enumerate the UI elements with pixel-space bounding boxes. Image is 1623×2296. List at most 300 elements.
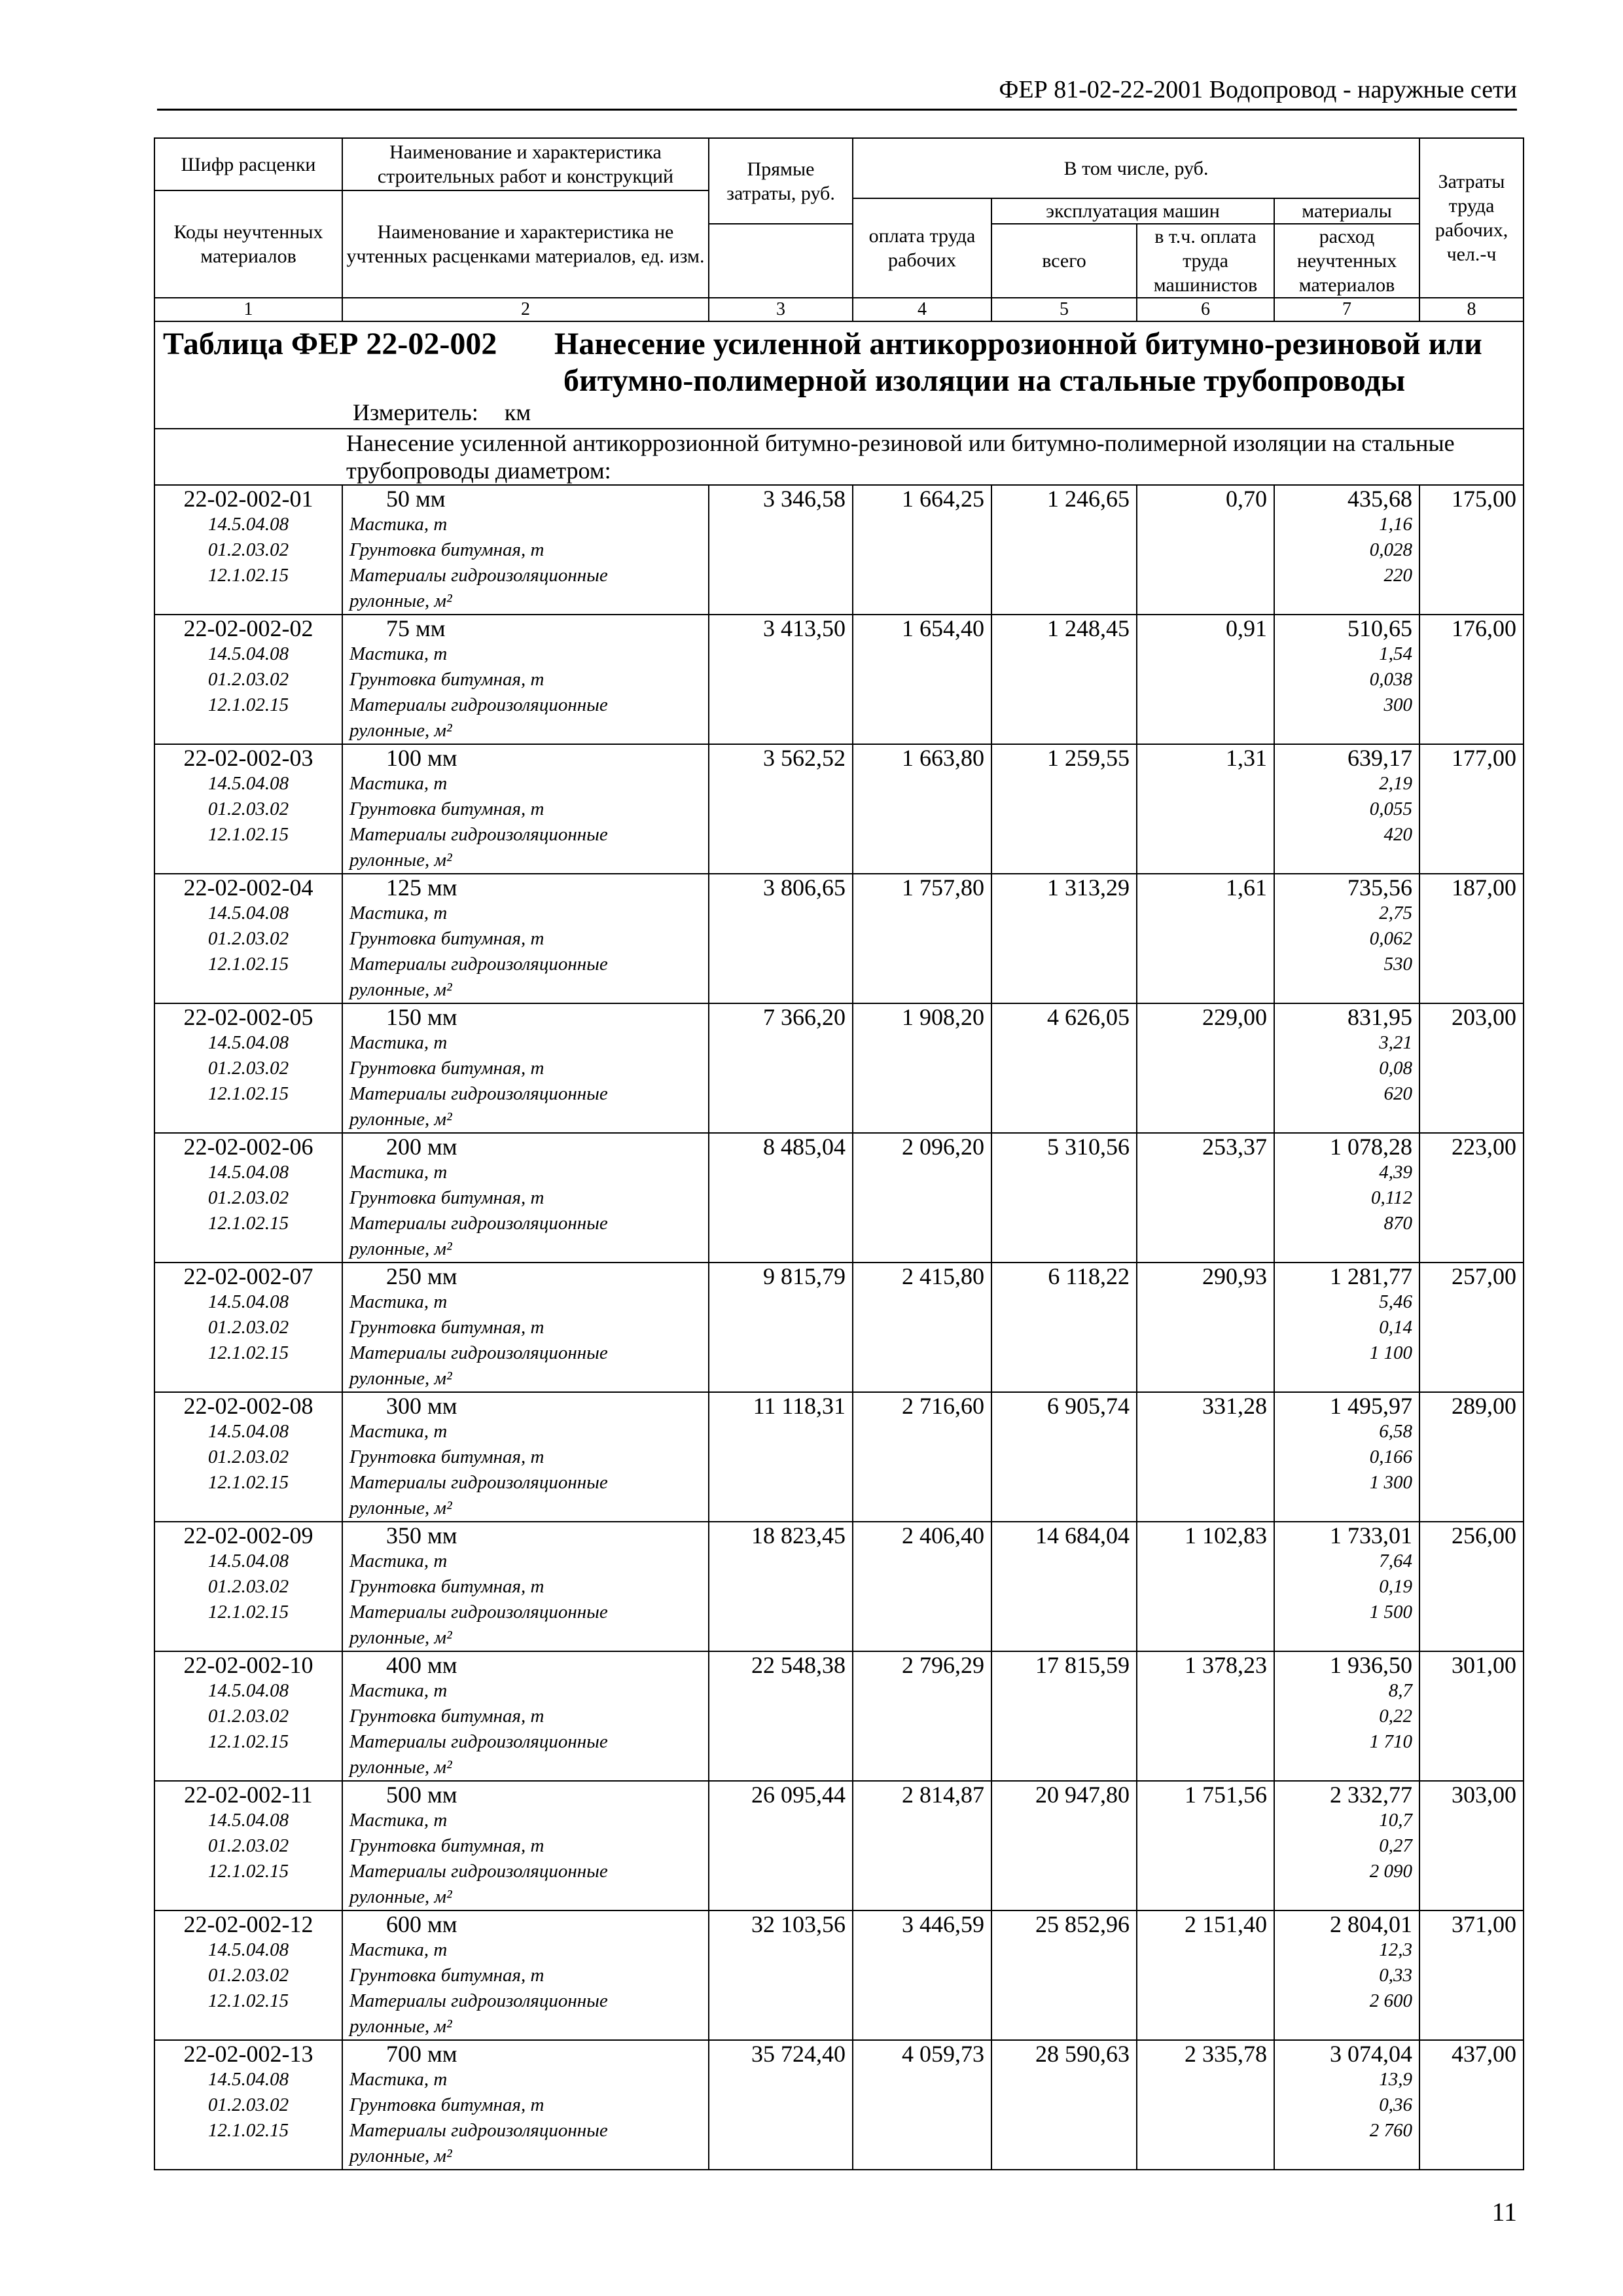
operators-pay: 1,61 — [1137, 874, 1274, 1003]
labor-pay: 1 664,25 — [853, 485, 991, 615]
section-heading-line: трубопроводы диаметром: — [346, 457, 611, 484]
material-name: Материалы гидроизоляционные — [349, 565, 608, 586]
pipe-diameter: 250 мм — [386, 1263, 457, 1289]
operators-pay: 229,00 — [1137, 1003, 1274, 1133]
direct-costs: 35 724,40 — [709, 2040, 853, 2170]
material-name-cont: рулонные, м² — [349, 1238, 452, 1259]
rate-code-cell — [154, 1522, 342, 1651]
material-name: Мастика, т — [349, 2069, 448, 2090]
meter-line — [163, 399, 1515, 425]
rate-code-cell — [154, 615, 342, 744]
labor-pay: 4 059,73 — [853, 2040, 991, 2170]
rate-code: 22-02-002-02 — [183, 615, 313, 641]
machines-total: 25 852,96 — [991, 1910, 1137, 2040]
material-name: Грунтовка битумная, т — [349, 1576, 544, 1597]
material-quantity: 0,038 — [1369, 669, 1413, 690]
column-number: 7 — [1274, 298, 1419, 321]
material-name: Грунтовка битумная, т — [349, 1317, 544, 1338]
direct-costs: 8 485,04 — [709, 1133, 853, 1263]
section-heading-line: Нанесение усиленной антикоррозионной битумно-резиновой или битумно-полимерной изоляции на стальные — [346, 430, 1455, 456]
machines-total: 5 310,56 — [991, 1133, 1137, 1263]
material-code: 14.5.04.08 — [207, 1551, 289, 1571]
table-row — [154, 485, 1524, 615]
material-name: Мастика, т — [349, 773, 448, 794]
rate-code: 22-02-002-10 — [183, 1652, 313, 1678]
material-name: Материалы гидроизоляционные — [349, 1990, 608, 2011]
machines-total: 6 905,74 — [991, 1392, 1137, 1522]
work-name-cell — [342, 1910, 709, 2040]
labor-hours: 301,00 — [1419, 1651, 1524, 1781]
material-code: 12.1.02.15 — [207, 1731, 289, 1752]
material-quantity: 420 — [1383, 824, 1413, 845]
material-name: Материалы гидроизоляционные — [349, 824, 608, 845]
work-name-cell — [342, 1522, 709, 1651]
direct-costs: 3 413,50 — [709, 615, 853, 744]
header-labor-pay: оплата труда рабочих — [853, 198, 991, 298]
machines-total: 1 313,29 — [991, 874, 1137, 1003]
labor-hours: 256,00 — [1419, 1522, 1524, 1651]
machines-total: 20 947,80 — [991, 1781, 1137, 1910]
work-name-cell — [342, 1263, 709, 1392]
material-name-cont: рулонные, м² — [349, 2145, 452, 2166]
table-row — [154, 1522, 1524, 1651]
materials-cost: 510,65 — [1347, 615, 1413, 641]
pipe-diameter: 400 мм — [386, 1652, 457, 1678]
labor-pay: 1 654,40 — [853, 615, 991, 744]
material-name: Материалы гидроизоляционные — [349, 1083, 608, 1104]
material-name: Грунтовка битумная, т — [349, 1835, 544, 1856]
material-name-cont: рулонные, м² — [349, 979, 452, 1000]
material-name: Мастика, т — [349, 1939, 448, 1960]
material-name: Грунтовка битумная, т — [349, 1446, 544, 1467]
material-name: Грунтовка битумная, т — [349, 1706, 544, 1727]
header-machines: эксплуатация машин — [991, 198, 1274, 224]
material-code: 12.1.02.15 — [207, 954, 289, 975]
materials-cost: 1 078,28 — [1330, 1134, 1413, 1160]
materials-cost: 1 733,01 — [1330, 1522, 1413, 1549]
material-quantity: 0,14 — [1379, 1317, 1413, 1338]
header-direct-costs-cont — [709, 224, 853, 298]
materials-cell — [1274, 1392, 1419, 1522]
material-code: 12.1.02.15 — [207, 1342, 289, 1363]
material-code: 14.5.04.08 — [207, 1680, 289, 1701]
material-code: 12.1.02.15 — [207, 824, 289, 845]
material-name: Мастика, т — [349, 1291, 448, 1312]
header-materials: материалы — [1274, 198, 1419, 224]
labor-pay: 3 446,59 — [853, 1910, 991, 2040]
rate-code-cell — [154, 874, 342, 1003]
operators-pay: 1 751,56 — [1137, 1781, 1274, 1910]
material-name-cont: рулонные, м² — [349, 1109, 452, 1130]
material-code: 14.5.04.08 — [207, 1939, 289, 1960]
material-code: 01.2.03.02 — [207, 928, 289, 949]
operators-pay: 290,93 — [1137, 1263, 1274, 1392]
material-name: Материалы гидроизоляционные — [349, 2120, 608, 2141]
material-name: Грунтовка битумная, т — [349, 2094, 544, 2115]
header-including: В том числе, руб. — [853, 138, 1419, 198]
operators-pay: 1 102,83 — [1137, 1522, 1274, 1651]
table-row — [154, 874, 1524, 1003]
material-quantity: 2 090 — [1369, 1861, 1413, 1882]
materials-cost: 3 074,04 — [1330, 2041, 1413, 2067]
direct-costs: 22 548,38 — [709, 1651, 853, 1781]
header-labor-hours: Затраты труда рабочих, чел.-ч — [1419, 138, 1524, 298]
table-row — [154, 1263, 1524, 1392]
materials-cost: 1 281,77 — [1330, 1263, 1413, 1289]
material-name: Грунтовка битумная, т — [349, 1965, 544, 1986]
labor-hours: 371,00 — [1419, 1910, 1524, 2040]
header-machines-total: всего — [991, 224, 1137, 298]
direct-costs: 3 562,52 — [709, 744, 853, 874]
material-name-cont: рулонные, м² — [349, 2016, 452, 2037]
material-name: Грунтовка битумная, т — [349, 928, 544, 949]
material-name-cont: рулонные, м² — [349, 850, 452, 870]
rate-code-cell — [154, 1003, 342, 1133]
material-code: 14.5.04.08 — [207, 1810, 289, 1831]
column-number: 1 — [154, 298, 342, 321]
work-name-cell — [342, 485, 709, 615]
material-name: Мастика, т — [349, 1680, 448, 1701]
materials-cell — [1274, 2040, 1419, 2170]
material-name: Мастика, т — [349, 643, 448, 664]
table-row — [154, 744, 1524, 874]
rates-table — [154, 137, 1524, 2170]
rate-code: 22-02-002-07 — [183, 1263, 313, 1289]
table-title-code: Таблица ФЕР 22-02-002 — [163, 327, 497, 361]
material-code: 01.2.03.02 — [207, 1317, 289, 1338]
labor-hours: 176,00 — [1419, 615, 1524, 744]
column-number: 2 — [342, 298, 709, 321]
machines-total: 14 684,04 — [991, 1522, 1137, 1651]
operators-pay: 253,37 — [1137, 1133, 1274, 1263]
material-name-cont: рулонные, м² — [349, 1627, 452, 1648]
material-quantity: 2,75 — [1379, 903, 1413, 924]
material-code: 14.5.04.08 — [207, 514, 289, 535]
pipe-diameter: 125 мм — [386, 874, 457, 901]
material-quantity: 0,22 — [1379, 1706, 1413, 1727]
material-code: 12.1.02.15 — [207, 1990, 289, 2011]
material-code: 12.1.02.15 — [207, 2120, 289, 2141]
material-name: Материалы гидроизоляционные — [349, 1602, 608, 1623]
material-quantity: 530 — [1383, 954, 1413, 975]
material-name-cont: рулонные, м² — [349, 590, 452, 611]
rate-code-cell — [154, 1263, 342, 1392]
work-name-cell — [342, 1003, 709, 1133]
pipe-diameter: 150 мм — [386, 1004, 457, 1030]
meter-unit: км — [504, 399, 531, 425]
pipe-diameter: 200 мм — [386, 1134, 457, 1160]
material-code: 01.2.03.02 — [207, 798, 289, 819]
material-code: 12.1.02.15 — [207, 1213, 289, 1234]
material-code: 14.5.04.08 — [207, 773, 289, 794]
material-quantity: 10,7 — [1379, 1810, 1413, 1831]
material-code: 12.1.02.15 — [207, 1472, 289, 1493]
material-quantity: 13,9 — [1379, 2069, 1413, 2090]
direct-costs: 3 346,58 — [709, 485, 853, 615]
work-name-cell — [342, 1651, 709, 1781]
labor-pay: 2 406,40 — [853, 1522, 991, 1651]
material-name: Мастика, т — [349, 903, 448, 924]
material-name: Материалы гидроизоляционные — [349, 1472, 608, 1493]
material-name-cont: рулонные, м² — [349, 1368, 452, 1389]
materials-cell — [1274, 1263, 1419, 1392]
material-code: 14.5.04.08 — [207, 643, 289, 664]
material-name: Мастика, т — [349, 1421, 448, 1442]
material-quantity: 620 — [1383, 1083, 1413, 1104]
rate-code: 22-02-002-05 — [183, 1004, 313, 1030]
material-code: 01.2.03.02 — [207, 1706, 289, 1727]
direct-costs: 7 366,20 — [709, 1003, 853, 1133]
operators-pay: 1,31 — [1137, 744, 1274, 874]
materials-cell — [1274, 1910, 1419, 2040]
operators-pay: 0,70 — [1137, 485, 1274, 615]
pipe-diameter: 600 мм — [386, 1911, 457, 1937]
labor-hours: 303,00 — [1419, 1781, 1524, 1910]
material-quantity: 0,055 — [1369, 798, 1413, 819]
labor-pay: 2 716,60 — [853, 1392, 991, 1522]
rate-code: 22-02-002-13 — [183, 2041, 313, 2067]
material-code: 14.5.04.08 — [207, 903, 289, 924]
work-name-cell — [342, 1392, 709, 1522]
header-work-name: Наименование и характеристика строительных работ и конструкций — [342, 138, 709, 190]
materials-cell — [1274, 744, 1419, 874]
column-number: 8 — [1419, 298, 1524, 321]
labor-hours: 437,00 — [1419, 2040, 1524, 2170]
rate-code-cell — [154, 1910, 342, 2040]
header-material-names: Наименование и характеристика не учтенных расценками материалов, ед. изм. — [342, 190, 709, 298]
labor-hours: 187,00 — [1419, 874, 1524, 1003]
material-name: Грунтовка битумная, т — [349, 1058, 544, 1079]
materials-cost: 831,95 — [1347, 1004, 1413, 1030]
material-code: 12.1.02.15 — [207, 1602, 289, 1623]
materials-cost: 639,17 — [1347, 745, 1413, 771]
labor-pay: 1 757,80 — [853, 874, 991, 1003]
rate-code-cell — [154, 1392, 342, 1522]
rate-code: 22-02-002-12 — [183, 1911, 313, 1937]
rate-code-cell — [154, 744, 342, 874]
material-code: 01.2.03.02 — [207, 1187, 289, 1208]
work-name-cell — [342, 1781, 709, 1910]
material-quantity: 3,21 — [1379, 1032, 1413, 1053]
direct-costs: 18 823,45 — [709, 1522, 853, 1651]
rate-code-cell — [154, 485, 342, 615]
table-title-name: Нанесение усиленной антикоррозионной битумно-резиновой или — [554, 327, 1482, 361]
work-name-cell — [342, 615, 709, 744]
operators-pay: 0,91 — [1137, 615, 1274, 744]
rate-code: 22-02-002-01 — [183, 486, 313, 512]
header-direct-costs: Прямые затраты, руб. — [709, 138, 853, 224]
header-material-codes: Коды неучтенных материалов — [154, 190, 342, 298]
materials-cell — [1274, 1522, 1419, 1651]
material-code: 14.5.04.08 — [207, 1162, 289, 1183]
rate-code: 22-02-002-09 — [183, 1522, 313, 1549]
pipe-diameter: 50 мм — [386, 486, 446, 512]
materials-cost: 435,68 — [1347, 486, 1413, 512]
material-name-cont: рулонные, м² — [349, 1886, 452, 1907]
material-name: Грунтовка битумная, т — [349, 1187, 544, 1208]
material-quantity: 2 600 — [1369, 1990, 1413, 2011]
column-number: 6 — [1137, 298, 1274, 321]
direct-costs: 3 806,65 — [709, 874, 853, 1003]
materials-cell — [1274, 1133, 1419, 1263]
material-code: 01.2.03.02 — [207, 1965, 289, 1986]
material-code: 12.1.02.15 — [207, 565, 289, 586]
material-code: 01.2.03.02 — [207, 669, 289, 690]
material-quantity: 1 300 — [1369, 1472, 1413, 1493]
material-code: 01.2.03.02 — [207, 1576, 289, 1597]
material-code: 12.1.02.15 — [207, 694, 289, 715]
labor-pay: 2 814,87 — [853, 1781, 991, 1910]
materials-cell — [1274, 615, 1419, 744]
material-quantity: 1 500 — [1369, 1602, 1413, 1623]
material-code: 01.2.03.02 — [207, 2094, 289, 2115]
material-quantity: 0,112 — [1370, 1187, 1413, 1208]
labor-hours: 257,00 — [1419, 1263, 1524, 1392]
rate-code: 22-02-002-08 — [183, 1393, 313, 1419]
operators-pay: 2 335,78 — [1137, 2040, 1274, 2170]
material-name: Грунтовка битумная, т — [349, 798, 544, 819]
materials-cell — [1274, 485, 1419, 615]
material-name: Материалы гидроизоляционные — [349, 1213, 608, 1234]
material-quantity: 1 100 — [1369, 1342, 1413, 1363]
running-header: ФЕР 81-02-22-2001 Водопровод - наружные сети — [999, 76, 1517, 103]
table-row — [154, 615, 1524, 744]
material-quantity: 1,16 — [1379, 514, 1413, 535]
rate-code-cell — [154, 2040, 342, 2170]
material-quantity: 12,3 — [1379, 1939, 1413, 1960]
material-quantity: 8,7 — [1388, 1680, 1413, 1701]
materials-cell — [1274, 1781, 1419, 1910]
pipe-diameter: 100 мм — [386, 745, 457, 771]
materials-cell — [1274, 1003, 1419, 1133]
machines-total: 6 118,22 — [991, 1263, 1137, 1392]
table-row — [154, 1910, 1524, 2040]
machines-total: 1 248,45 — [991, 615, 1137, 744]
material-quantity: 0,166 — [1369, 1446, 1413, 1467]
material-name: Материалы гидроизоляционные — [349, 694, 608, 715]
work-name-cell — [342, 1133, 709, 1263]
table-row — [154, 2040, 1524, 2170]
material-quantity: 2 760 — [1369, 2120, 1413, 2141]
material-quantity: 0,19 — [1379, 1576, 1413, 1597]
material-code: 01.2.03.02 — [207, 1446, 289, 1467]
direct-costs: 11 118,31 — [709, 1392, 853, 1522]
materials-cell — [1274, 1651, 1419, 1781]
material-quantity: 0,062 — [1369, 928, 1413, 949]
labor-hours: 175,00 — [1419, 485, 1524, 615]
material-code: 14.5.04.08 — [207, 1032, 289, 1053]
material-quantity: 0,08 — [1379, 1058, 1413, 1079]
header-unaccounted-materials: расход неучтенных материалов — [1274, 224, 1419, 298]
material-code: 14.5.04.08 — [207, 1291, 289, 1312]
materials-cost: 2 804,01 — [1330, 1911, 1413, 1937]
material-name: Мастика, т — [349, 1810, 448, 1831]
machines-total: 1 246,65 — [991, 485, 1137, 615]
material-quantity: 2,19 — [1379, 773, 1413, 794]
labor-pay: 1 663,80 — [853, 744, 991, 874]
material-quantity: 5,46 — [1379, 1291, 1413, 1312]
table-title-name-cont: битумно-полимерной изоляции на стальные трубопроводы — [563, 363, 1406, 398]
machines-total: 28 590,63 — [991, 2040, 1137, 2170]
material-name-cont: рулонные, м² — [349, 1757, 452, 1778]
column-number: 3 — [709, 298, 853, 321]
material-name-cont: рулонные, м² — [349, 1498, 452, 1518]
material-code: 12.1.02.15 — [207, 1861, 289, 1882]
direct-costs: 32 103,56 — [709, 1910, 853, 2040]
direct-costs: 26 095,44 — [709, 1781, 853, 1910]
material-code: 14.5.04.08 — [207, 2069, 289, 2090]
labor-hours: 177,00 — [1419, 744, 1524, 874]
material-code: 14.5.04.08 — [207, 1421, 289, 1442]
material-name: Грунтовка битумная, т — [349, 539, 544, 560]
material-quantity: 0,028 — [1369, 539, 1413, 560]
material-name: Мастика, т — [349, 1551, 448, 1571]
pipe-diameter: 300 мм — [386, 1393, 457, 1419]
material-quantity: 0,33 — [1379, 1965, 1413, 1986]
rate-code: 22-02-002-03 — [183, 745, 313, 771]
machines-total: 4 626,05 — [991, 1003, 1137, 1133]
material-quantity: 220 — [1383, 565, 1413, 586]
header-operators-pay: в т.ч. оплата труда машинистов — [1137, 224, 1274, 298]
materials-cost: 2 332,77 — [1330, 1782, 1413, 1808]
direct-costs: 9 815,79 — [709, 1263, 853, 1392]
materials-cost: 1 495,97 — [1330, 1393, 1413, 1419]
material-name: Грунтовка битумная, т — [349, 669, 544, 690]
rate-code: 22-02-002-11 — [184, 1782, 313, 1808]
header-rate-code: Шифр расценки — [154, 138, 342, 190]
materials-cost: 1 936,50 — [1330, 1652, 1413, 1678]
labor-pay: 2 415,80 — [853, 1263, 991, 1392]
materials-cost: 735,56 — [1347, 874, 1413, 901]
column-number: 4 — [853, 298, 991, 321]
material-quantity: 0,36 — [1379, 2094, 1413, 2115]
operators-pay: 2 151,40 — [1137, 1910, 1274, 2040]
material-name: Материалы гидроизоляционные — [349, 1342, 608, 1363]
material-name-cont: рулонные, м² — [349, 720, 452, 741]
work-name-cell — [342, 2040, 709, 2170]
material-name: Мастика, т — [349, 1162, 448, 1183]
table-row — [154, 1781, 1524, 1910]
material-code: 01.2.03.02 — [207, 1058, 289, 1079]
page-number: 11 — [1491, 2197, 1517, 2227]
rate-code-cell — [154, 1133, 342, 1263]
material-name: Мастика, т — [349, 514, 448, 535]
material-name: Материалы гидроизоляционные — [349, 1861, 608, 1882]
table-row — [154, 1003, 1524, 1133]
machines-total: 1 259,55 — [991, 744, 1137, 874]
material-quantity: 7,64 — [1379, 1551, 1413, 1571]
work-name-cell — [342, 744, 709, 874]
rate-code-cell — [154, 1781, 342, 1910]
header-rule — [157, 109, 1517, 111]
pipe-diameter: 75 мм — [386, 615, 446, 641]
material-code: 01.2.03.02 — [207, 1835, 289, 1856]
rate-code: 22-02-002-04 — [183, 874, 313, 901]
material-code: 01.2.03.02 — [207, 539, 289, 560]
labor-hours: 289,00 — [1419, 1392, 1524, 1522]
material-name: Мастика, т — [349, 1032, 448, 1053]
pipe-diameter: 350 мм — [386, 1522, 457, 1549]
meter-label: Измеритель: — [353, 399, 478, 425]
operators-pay: 1 378,23 — [1137, 1651, 1274, 1781]
material-quantity: 870 — [1383, 1213, 1413, 1234]
table-row — [154, 1392, 1524, 1522]
labor-hours: 203,00 — [1419, 1003, 1524, 1133]
work-name-cell — [342, 874, 709, 1003]
material-quantity: 1,54 — [1379, 643, 1413, 664]
operators-pay: 331,28 — [1137, 1392, 1274, 1522]
section-heading — [154, 429, 1524, 485]
